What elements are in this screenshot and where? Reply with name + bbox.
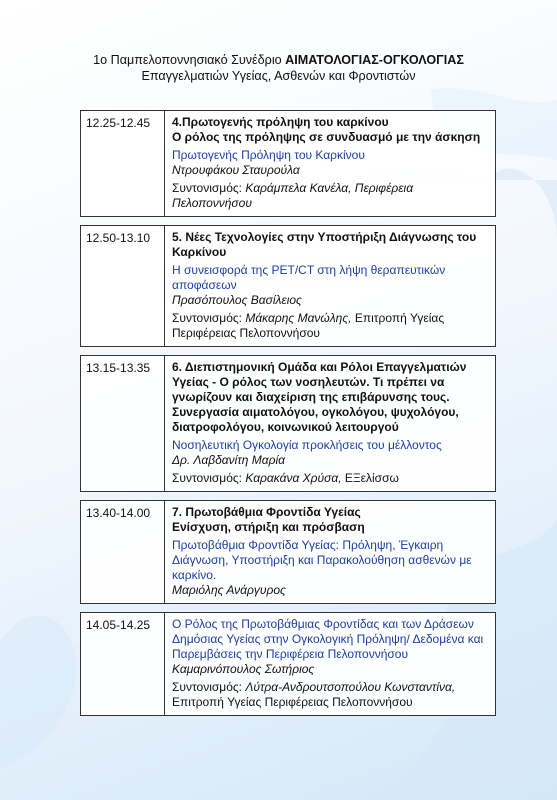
speaker-name: Μαριόλης Ανάργυρος [172, 583, 286, 597]
speaker-name: Καμαρινόπουλος Σωτήριος [172, 662, 315, 676]
speaker-name: Δρ. Λαβδανίτη Μαρία [172, 453, 285, 467]
conference-title-prefix: 1ο Παμπελοποννησιακό Συνέδριο [93, 53, 286, 67]
session-content [165, 226, 495, 346]
session-title: 4.Πρωτογενής πρόληψη του καρκίνου Ο ρόλος της πρόληψης σε συνδυασμό με την άσκηση [172, 115, 481, 144]
coordination-label: Συντονισμός: [172, 471, 246, 485]
session-row [80, 355, 496, 492]
coordinator-affiliation: Επιτροπή Υγείας Περιφέρειας Πελοποννήσου [172, 311, 445, 340]
conference-title-line [0, 52, 557, 68]
coordination [172, 680, 490, 710]
session-title: 7. Πρωτοβάθμια Φροντίδα Υγείας Ενίσχυση, στήριξη και πρόσβαση [172, 505, 365, 534]
session-row [80, 612, 496, 716]
talk-title: Πρωτογενής Πρόληψη του Καρκίνου [172, 148, 365, 162]
session-content [165, 356, 495, 491]
session-title: 5. Νέες Τεχνολογίες στην Υποστήριξη Διάγνωσης του Καρκίνου [172, 230, 477, 259]
session-time: 12.25-12.45 [81, 111, 165, 216]
session-time: 13.40-14.00 [81, 501, 165, 603]
coordinator-names: Λύτρα-Ανδρουτσοπούλου Κωνσταντίνα, [245, 680, 456, 694]
coordination [172, 471, 490, 486]
session-row [80, 500, 496, 604]
coordination-label: Συντονισμός: [172, 181, 246, 195]
conference-subtitle: Επαγγελματιών Υγείας, Ασθενών και Φροντιστών [141, 69, 416, 83]
speaker-name: Πρασόπουλος Βασίλειος [172, 293, 302, 307]
talk-title: Η συνεισφορά της PET/CT στη λήψη θεραπευτικών αποφάσεων [172, 263, 446, 292]
coordinator-names: Καρακάνα Χρύσα, [245, 471, 342, 485]
session-time: 13.15-13.35 [81, 356, 165, 491]
talk-title: Πρωτοβάθμια Φροντίδα Υγείας: Πρόληψη, Έγκαιρη Διάγνωση, Υποστήριξη και Παρακολούθηση ασθενών με καρκίνο. [172, 538, 472, 582]
session-content [165, 111, 495, 216]
session-time: 14.05-14.25 [81, 613, 165, 715]
session-time: 12.50-13.10 [81, 226, 165, 346]
coordinator-names: Καράμπελα Κανέλα, Περιφέρεια Πελοποννήσου [172, 181, 414, 210]
coordination [172, 181, 490, 211]
coordinator-affiliation: Επιτροπή Υγείας Περιφέρειας Πελοποννήσου [172, 695, 413, 709]
schedule-table [80, 110, 496, 724]
coordinator-affiliation: ΕΞελίσσω [341, 471, 399, 485]
talk-title: Νοσηλευτική Ογκολογία προκλήσεις του μέλλοντος [172, 438, 442, 452]
session-title: Ο Ρόλος της Πρωτοβάθμιας Φροντίδας και των Δράσεων Δημόσιας Υγείας στην Ογκολογική Πρόληψη/ Δεδομένα και Παρεμβάσεις την Περιφέρεια Πελοποννήσου [172, 617, 484, 661]
conference-title-bold: ΑΙΜΑΤΟΛΟΓΙΑΣ-ΟΓΚΟΛΟΓΙΑΣ [285, 53, 464, 67]
coordination-label: Συντονισμός: [172, 680, 246, 694]
coordination-label: Συντονισμός: [172, 311, 246, 325]
session-content [165, 501, 495, 603]
session-row [80, 110, 496, 217]
session-title: 6. Διεπιστημονική Ομάδα και Ρόλοι Επαγγελματιών Υγείας - Ο ρόλος των νοσηλευτών. Τι πρέπει να γνωρίζουν και διαχείριση της επιβάρυνσης τους. Συνεργασία αιματολόγου, ογκολόγου, ψυχολόγου, διατροφολόγου, κοινωνικού λειτουργού [172, 360, 467, 434]
session-content [165, 613, 495, 715]
coordination [172, 311, 490, 341]
coordinator-names: Μάκαρης Μανώλης, [245, 311, 352, 325]
speaker-name: Ντρουφάκου Σταυρούλα [172, 163, 300, 177]
conference-header [0, 52, 557, 84]
session-row [80, 225, 496, 347]
